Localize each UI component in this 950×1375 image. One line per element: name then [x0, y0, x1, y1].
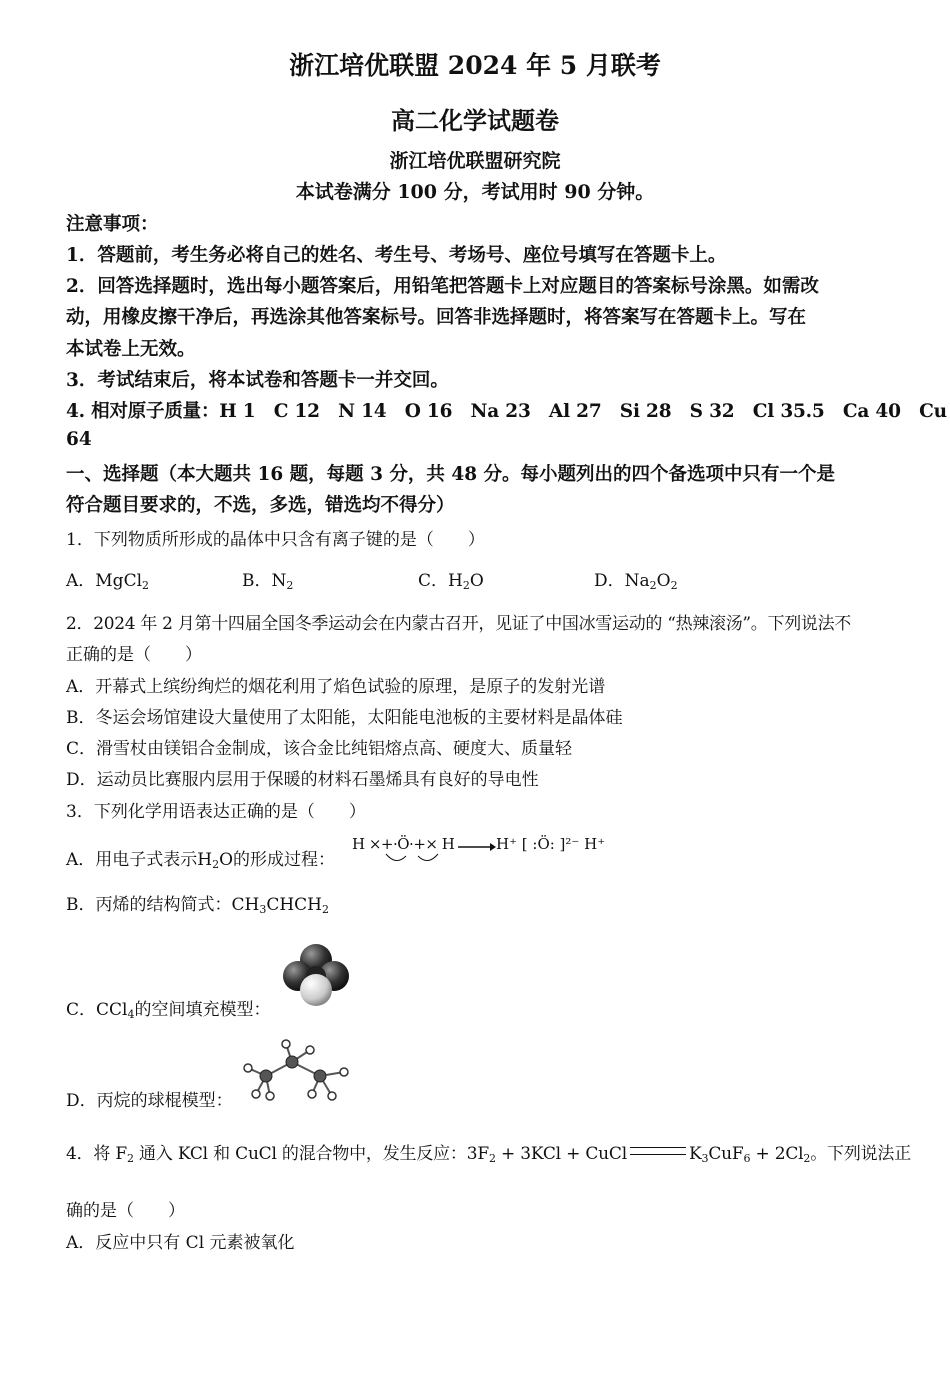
notice-heading: 注意事项：: [66, 214, 159, 235]
q1-d-text: D．Na: [594, 571, 650, 591]
q2-option-d: D．运动员比赛服内层用于保暖的材料石墨烯具有良好的导电性: [66, 770, 539, 790]
q4-text-5: CuF: [708, 1144, 744, 1164]
q4-text-1: 4．将 F: [66, 1144, 128, 1164]
equals-sign-icon: [630, 1147, 686, 1155]
q1-c-sub: 2: [462, 579, 470, 592]
q1-option-b: [242, 566, 293, 591]
q1-option-c: [418, 566, 484, 591]
q3-b-prefix: B．丙烯的结构简式：: [66, 895, 232, 915]
reaction-arrow-icon: [456, 832, 496, 862]
q1-b-text: B．N: [242, 571, 287, 591]
q3-b-formula-2: CHCH: [266, 895, 323, 915]
q3-b-formula-sub: 3: [259, 903, 267, 916]
q3-a-suffix: 的形成过程：: [233, 850, 336, 870]
q1-c-text: C．H: [418, 571, 463, 591]
q4-text-4: K: [688, 1144, 702, 1164]
electron-dot-left: H ×+·Ö·+× H: [352, 835, 455, 853]
q3-a-prefix: A．用电子式表示: [66, 850, 198, 870]
q1-d-sub-2: 2: [670, 579, 678, 592]
q1-d-mid: O: [656, 571, 671, 591]
q3-c-suffix: 的空间填充模型：: [134, 1000, 271, 1020]
notice-item-2-line-3: 本试卷上无效。: [66, 339, 196, 360]
q1-d-sub-1: 2: [649, 579, 657, 592]
notice-item-2-line-2: 动，用橡皮擦干净后，再选涂其他答案标号。回答非选择题时，将答案写在答题卡上。写在: [66, 307, 807, 328]
exam-subtitle: 高二化学试题卷: [391, 106, 559, 135]
notice-item-3: 3．考试结束后，将本试卷和答题卡一并交回。: [66, 370, 449, 391]
q4-sub-1: 2: [127, 1152, 134, 1165]
q4-sub-3: 3: [701, 1152, 709, 1165]
ball-and-stick-model-image: [240, 1036, 352, 1106]
exam-info: 本试卷满分 100 分，考试用时 90 分钟。: [295, 181, 655, 203]
q3-a-formula-sub: 2: [212, 858, 220, 871]
curved-arrows-icon: [382, 852, 442, 866]
q4-stem-line-1: [66, 1139, 912, 1165]
section-heading-line-1: 一、选择题（本大题共 16 题，每题 3 分，共 48 分。每小题列出的四个备选项中只有一个是: [66, 464, 836, 485]
q4-option-a: A．反应中只有 Cl 元素被氧化: [66, 1233, 295, 1253]
q3-b-formula-1: CH: [231, 895, 260, 915]
electron-dot-formation-diagram: [352, 832, 622, 866]
q3-c-formula: CCl: [96, 1000, 128, 1020]
q2-stem-line-2: 正确的是（ ）: [66, 645, 202, 665]
q1-b-sub: 2: [286, 579, 294, 592]
q1-stem: 1．下列物质所形成的晶体中只含有离子键的是（ ）: [66, 530, 485, 550]
section-heading-line-2: 符合题目要求的，不选，多选，错选均不得分）: [66, 495, 455, 516]
q4-sub-2: 2: [488, 1152, 496, 1165]
q3-a-formula-h: H: [197, 850, 213, 870]
q3-option-d: D．丙烷的球棍模型：: [66, 1091, 233, 1111]
notice-item-2-line-1: 2．回答选择题时，选出每小题答案后，用铅笔把答题卡上对应题目的答案标号涂黑。如需改: [66, 276, 819, 297]
q3-option-c: [66, 995, 891, 1020]
q4-stem-line-2: 确的是（ ）: [66, 1201, 185, 1221]
q4-text-3: + 3KCl + CuCl: [495, 1144, 627, 1164]
q3-c-prefix: C．: [66, 1000, 97, 1020]
electron-dot-right: H⁺ [ :Ö: ]²⁻ H⁺: [496, 835, 606, 853]
q3-stem: 3．下列化学用语表达正确的是（ ）: [66, 802, 366, 822]
q1-option-d: [594, 566, 678, 591]
institute-name: 浙江培优联盟研究院: [389, 150, 561, 172]
q4-sub-5: 2: [803, 1152, 811, 1165]
q3-c-sub: 4: [127, 1008, 135, 1021]
q1-c-suffix: O: [469, 571, 484, 591]
q2-option-a: A．开幕式上缤纷绚烂的烟花利用了焰色试验的原理，是原子的发射光谱: [66, 677, 606, 697]
q2-option-c: C．滑雪杖由镁铝合金制成，该合金比纯铝熔点高、硬度大、质量轻: [66, 739, 573, 759]
q1-option-a: [66, 566, 149, 591]
q4-text-7: 。下列说法正: [810, 1144, 912, 1164]
space-filling-model-image: [282, 942, 350, 1008]
q4-sub-4: 6: [743, 1152, 751, 1165]
q3-option-b: [66, 890, 891, 915]
q1-a-text: A．MgCl: [66, 571, 143, 591]
q2-stem-line-1: 2．2024 年 2 月第十四届全国冬季运动会在内蒙古召开，见证了中国冰雪运动的 “热辣滚汤”。下列说法不: [66, 614, 851, 634]
notice-item-4-line-1: 4. 相对原子质量：H 1 C 12 N 14 O 16 Na 23 Al 27 Si 28 S 32 Cl 35.5 Ca 40 Cu: [66, 401, 947, 422]
notice-item-4-line-2: 64: [66, 429, 92, 450]
q2-option-b: B．冬运会场馆建设大量使用了太阳能，太阳能电池板的主要材料是晶体硅: [66, 708, 623, 728]
q4-text-2: 通入 KCl 和 CuCl 的混合物中，发生反应：3F: [133, 1144, 489, 1164]
notice-item-1: 1．答题前，考生务必将自己的姓名、考生号、考场号、座位号填写在答题卡上。: [66, 245, 727, 266]
q3-a-formula-o: O: [219, 850, 234, 870]
exam-title: 浙江培优联盟 2024 年 5 月联考: [289, 51, 661, 80]
q3-b-formula-sub-2: 2: [322, 903, 330, 916]
q4-text-6: + 2Cl: [750, 1144, 804, 1164]
q1-a-sub: 2: [142, 579, 150, 592]
